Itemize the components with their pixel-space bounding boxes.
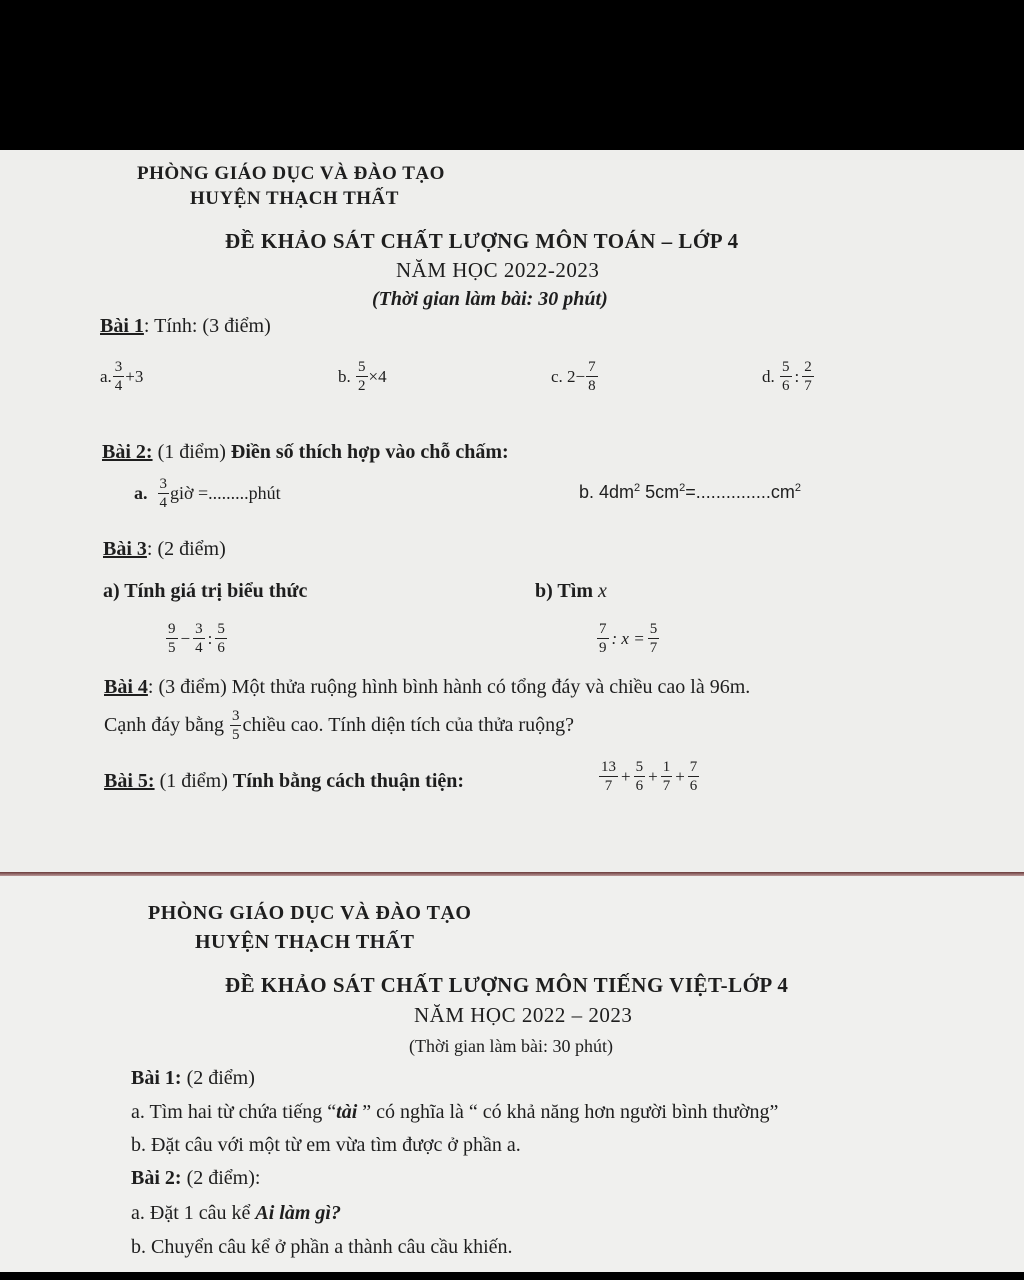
dept-line2-2: HUYỆN THẠCH THẤT — [195, 931, 415, 953]
vn-bai1-b: b. Đặt câu với một từ em vừa tìm được ở phần a. — [131, 1134, 521, 1156]
bai1-b: b. $\frac{5}{2}$ ×4 — [338, 359, 387, 394]
dept-line1-2: PHÒNG GIÁO DỤC VÀ ĐÀO TẠO — [148, 902, 472, 924]
bai3-heading: Bài 3: (2 điểm) — [103, 538, 226, 560]
vn-bai2-a: a. Đặt 1 câu kể Ai làm gì? — [131, 1202, 341, 1224]
vn-bai1-heading: Bài 1: (2 điểm) — [131, 1067, 255, 1089]
bai1-a: a. $\frac{3}{4}$ +3 — [100, 359, 144, 394]
vn-bai2-b: b. Chuyển câu kể ở phần a thành câu cầu khiến. — [131, 1236, 513, 1258]
bai2-b: b. $4dm^2$ $5cm^2=...............cm^2$ — [579, 482, 801, 502]
bai3-a-label: a) Tính giá trị biểu thức — [103, 580, 308, 602]
bai1-heading: Bài 1: Tính: (3 điểm) — [100, 315, 271, 337]
dept-line1: PHÒNG GIÁO DỤC VÀ ĐÀO TẠO — [137, 163, 445, 184]
exam-time-2: (Thời gian làm bài: 30 phút) — [409, 1036, 613, 1056]
bai5-expression: $\frac{13}{7}$ + $\frac{5}{6}$ + $\frac{1}{7}$ + $\frac{7}{6}$ — [601, 759, 698, 794]
vn-bai2-heading: Bài 2: (2 điểm): — [131, 1167, 261, 1189]
page-divider — [0, 872, 1024, 876]
bai3-a-expression: $\frac{9}{5}$ − $\frac{3}{4}$ : $\frac{5}{6}$ — [168, 621, 225, 656]
bai2-a: a. $\frac{3}{4}$ giờ =.........phút — [134, 476, 281, 511]
exam-time: (Thời gian làm bài: 30 phút) — [372, 288, 608, 310]
vn-bai1-a: a. Tìm hai từ chứa tiếng “tài ” có nghĩa là “ có khả năng hơn người bình thường” — [131, 1101, 779, 1123]
dept-line2: HUYỆN THẠCH THẤT — [190, 188, 399, 209]
exam-title-2: ĐỀ KHẢO SÁT CHẤT LƯỢNG MÔN TIẾNG VIỆT-LỚP 4 — [225, 973, 789, 997]
bai4-line1: Bài 4: (3 điểm) Một thửa ruộng hình bình hành có tổng đáy và chiều cao là 96m. — [104, 676, 751, 698]
bai1-c: c. 2− $\frac{7}{8}$ — [551, 359, 596, 394]
bai1-d: d. $\frac{5}{6}$ : $\frac{2}{7}$ — [762, 359, 812, 394]
exam-year-2: NĂM HỌC 2022 – 2023 — [414, 1003, 633, 1027]
bai4-line2: Cạnh đáy bằng $\frac{3}{5}$ chiều cao. Tính diện tích của thửa ruộng? — [104, 708, 574, 743]
exam-year: NĂM HỌC 2022-2023 — [396, 258, 600, 282]
bottom-edge — [0, 1272, 1024, 1280]
exam-title: ĐỀ KHẢO SÁT CHẤT LƯỢNG MÔN TOÁN – LỚP 4 — [225, 229, 739, 253]
bai5-heading: Bài 5: (1 điểm) Tính bằng cách thuận tiện: — [104, 770, 465, 792]
bai3-b-expression: $\frac{7}{9}$ : x = $\frac{5}{7}$ — [599, 621, 658, 656]
bai3-b-label: b) Tìm x — [535, 580, 607, 602]
bai2-heading: Bài 2: (1 điểm) Điền số thích hợp vào chỗ chấm: — [102, 441, 509, 463]
